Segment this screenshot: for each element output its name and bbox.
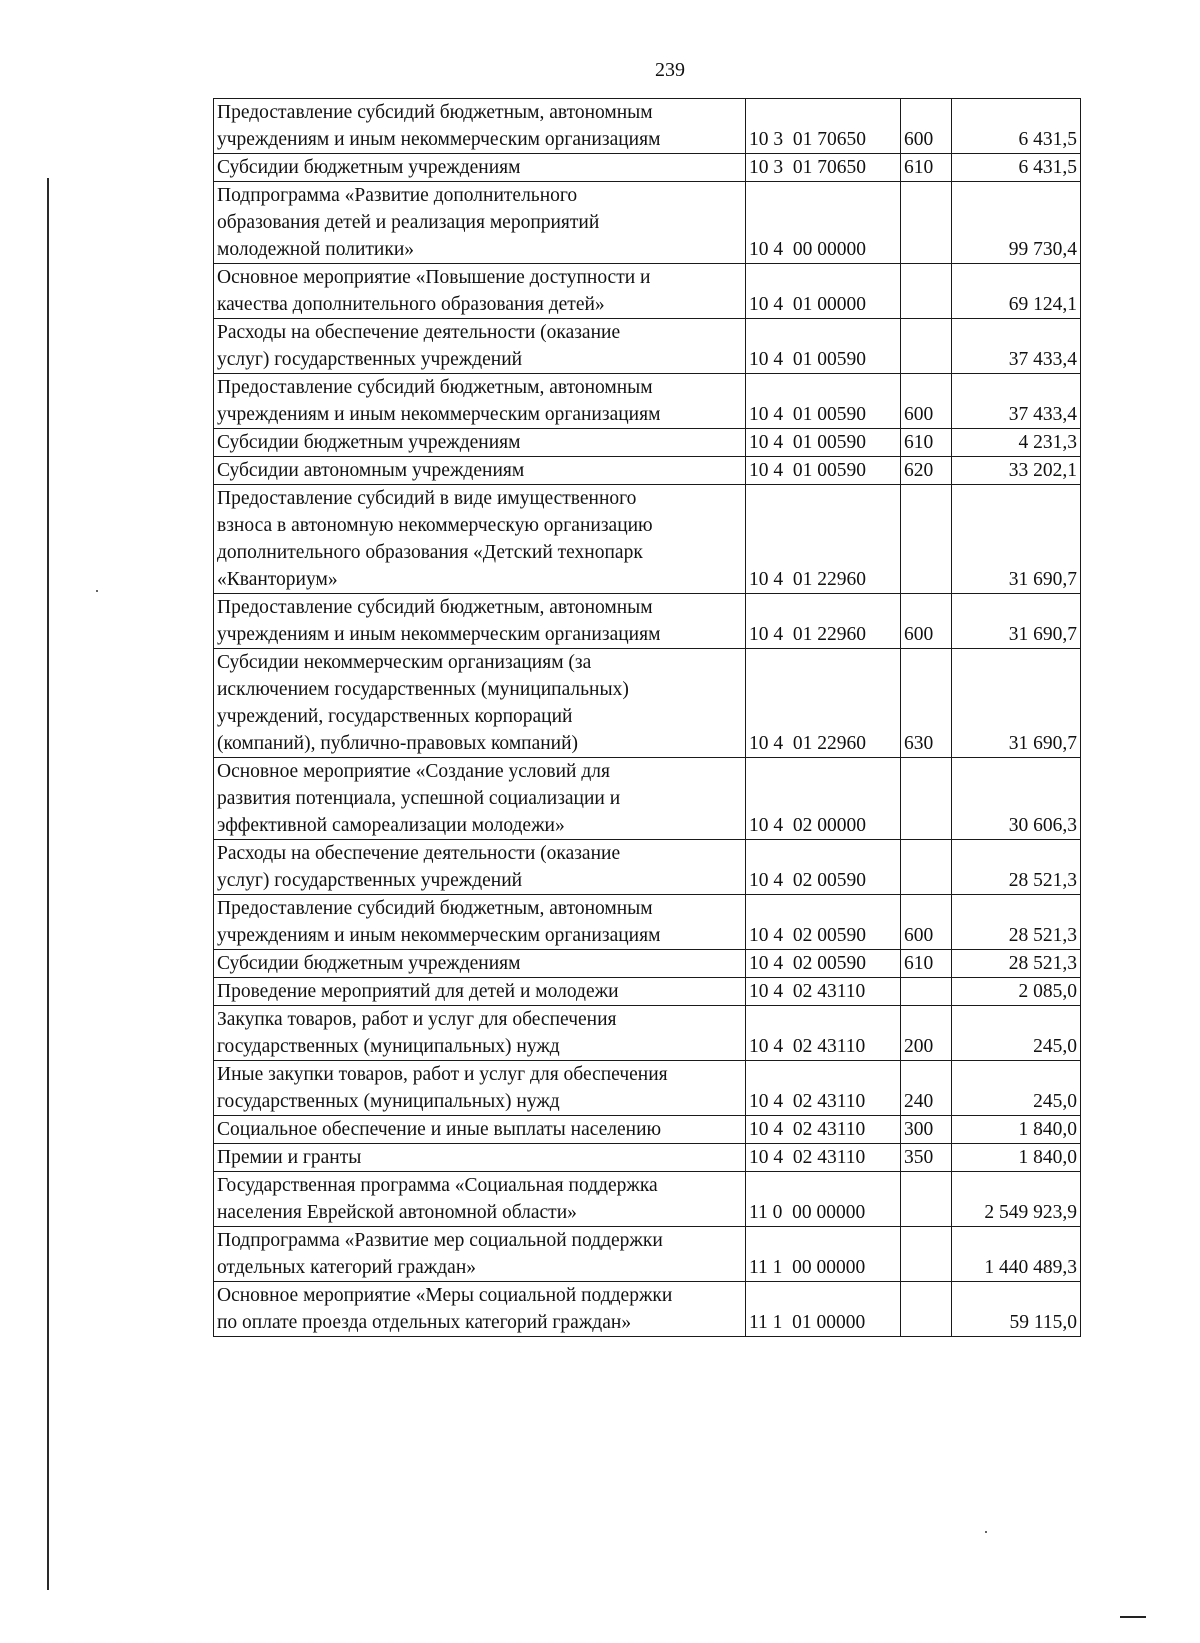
row-type-cell: 300: [901, 1116, 952, 1144]
table-row: [214, 594, 1081, 649]
table-row: [214, 1006, 1081, 1061]
table-row: [214, 319, 1081, 374]
row-code-cell: 10 4 01 00590: [746, 429, 901, 457]
row-sum-cell: 30 606,3: [952, 758, 1081, 840]
row-name-cell: Субсидии бюджетным учреждениям: [214, 950, 746, 978]
scan-speck: [96, 590, 98, 592]
row-code-cell: 10 4 02 00000: [746, 758, 901, 840]
table-row: [214, 649, 1081, 758]
row-sum-cell: 69 124,1: [952, 264, 1081, 319]
row-code-cell: 10 4 02 43110: [746, 1116, 901, 1144]
page-number: 239: [655, 59, 685, 81]
row-sum-cell: 245,0: [952, 1006, 1081, 1061]
row-name-cell: Социальное обеспечение и иные выплаты населению: [214, 1116, 746, 1144]
table-row: [214, 429, 1081, 457]
row-name-cell: Расходы на обеспечение деятельности (оказание услуг) государственных учреждений: [214, 319, 746, 374]
row-code-cell: 10 4 01 00000: [746, 264, 901, 319]
row-type-cell: [901, 1282, 952, 1337]
row-name-cell: Основное мероприятие «Повышение доступности и качества дополнительного образования детей»: [214, 264, 746, 319]
row-name-cell: Предоставление субсидий бюджетным, автономным учреждениям и иным некоммерческим организациям: [214, 895, 746, 950]
row-sum-cell: 37 433,4: [952, 319, 1081, 374]
row-type-cell: 240: [901, 1061, 952, 1116]
table-row: [214, 950, 1081, 978]
row-type-cell: 610: [901, 429, 952, 457]
row-name-cell: Субсидии бюджетным учреждениям: [214, 154, 746, 182]
table-row: [214, 1172, 1081, 1227]
row-sum-cell: 31 690,7: [952, 485, 1081, 594]
row-type-cell: [901, 319, 952, 374]
row-name-cell: Государственная программа «Социальная поддержка населения Еврейской автономной области»: [214, 1172, 746, 1227]
row-code-cell: 10 4 02 43110: [746, 978, 901, 1006]
row-type-cell: [901, 758, 952, 840]
table-row: [214, 264, 1081, 319]
budget-table: [213, 98, 1081, 1337]
row-code-cell: 10 4 02 43110: [746, 1061, 901, 1116]
row-sum-cell: 33 202,1: [952, 457, 1081, 485]
row-code-cell: 11 1 00 00000: [746, 1227, 901, 1282]
table-row: [214, 1061, 1081, 1116]
row-name-cell: Предоставление субсидий бюджетным, автономным учреждениям и иным некоммерческим организациям: [214, 99, 746, 154]
row-name-cell: Проведение мероприятий для детей и молодежи: [214, 978, 746, 1006]
row-type-cell: 620: [901, 457, 952, 485]
row-name-cell: Подпрограмма «Развитие мер социальной поддержки отдельных категорий граждан»: [214, 1227, 746, 1282]
row-type-cell: 200: [901, 1006, 952, 1061]
row-name-cell: Субсидии бюджетным учреждениям: [214, 429, 746, 457]
row-code-cell: 10 4 01 00590: [746, 457, 901, 485]
row-type-cell: [901, 485, 952, 594]
row-code-cell: 10 4 01 22960: [746, 649, 901, 758]
row-name-cell: Подпрограмма «Развитие дополнительного образования детей и реализация мероприятий молодежной политики»: [214, 182, 746, 264]
row-sum-cell: 28 521,3: [952, 950, 1081, 978]
row-name-cell: Предоставление субсидий бюджетным, автономным учреждениям и иным некоммерческим организациям: [214, 374, 746, 429]
row-type-cell: [901, 1172, 952, 1227]
table-row: [214, 978, 1081, 1006]
row-sum-cell: 31 690,7: [952, 649, 1081, 758]
row-code-cell: 11 0 00 00000: [746, 1172, 901, 1227]
row-type-cell: 600: [901, 374, 952, 429]
table-row: [214, 1282, 1081, 1337]
row-sum-cell: 4 231,3: [952, 429, 1081, 457]
table-row: [214, 1144, 1081, 1172]
row-code-cell: 10 4 02 43110: [746, 1006, 901, 1061]
scan-margin-line: [47, 178, 49, 1590]
table-row: [214, 758, 1081, 840]
scan-speck: [985, 1531, 987, 1533]
row-code-cell: 11 1 01 00000: [746, 1282, 901, 1337]
row-sum-cell: 99 730,4: [952, 182, 1081, 264]
row-sum-cell: 28 521,3: [952, 840, 1081, 895]
row-sum-cell: 1 440 489,3: [952, 1227, 1081, 1282]
row-type-cell: 630: [901, 649, 952, 758]
table-row: [214, 485, 1081, 594]
row-name-cell: Предоставление субсидий в виде имущественного взноса в автономную некоммерческую организацию дополнительного образования «Детский технопарк «Кванториум»: [214, 485, 746, 594]
row-type-cell: [901, 1227, 952, 1282]
table-row: [214, 154, 1081, 182]
row-code-cell: 10 4 01 22960: [746, 485, 901, 594]
row-type-cell: 600: [901, 99, 952, 154]
row-code-cell: 10 4 02 43110: [746, 1144, 901, 1172]
row-name-cell: Предоставление субсидий бюджетным, автономным учреждениям и иным некоммерческим организациям: [214, 594, 746, 649]
row-code-cell: 10 4 01 22960: [746, 594, 901, 649]
budget-table-body: [214, 99, 1081, 1337]
row-code-cell: 10 4 00 00000: [746, 182, 901, 264]
row-sum-cell: 37 433,4: [952, 374, 1081, 429]
row-code-cell: 10 3 01 70650: [746, 154, 901, 182]
row-code-cell: 10 4 02 00590: [746, 950, 901, 978]
row-code-cell: 10 3 01 70650: [746, 99, 901, 154]
row-name-cell: Закупка товаров, работ и услуг для обеспечения государственных (муниципальных) нужд: [214, 1006, 746, 1061]
row-type-cell: 610: [901, 154, 952, 182]
table-row: [214, 374, 1081, 429]
row-sum-cell: 1 840,0: [952, 1144, 1081, 1172]
table-row: [214, 457, 1081, 485]
row-name-cell: Субсидии автономным учреждениям: [214, 457, 746, 485]
row-name-cell: Расходы на обеспечение деятельности (оказание услуг) государственных учреждений: [214, 840, 746, 895]
row-name-cell: Премии и гранты: [214, 1144, 746, 1172]
row-name-cell: Иные закупки товаров, работ и услуг для обеспечения государственных (муниципальных) нужд: [214, 1061, 746, 1116]
table-row: [214, 840, 1081, 895]
row-sum-cell: 2 549 923,9: [952, 1172, 1081, 1227]
row-type-cell: [901, 182, 952, 264]
table-row: [214, 1116, 1081, 1144]
row-type-cell: [901, 978, 952, 1006]
row-sum-cell: 28 521,3: [952, 895, 1081, 950]
row-sum-cell: 245,0: [952, 1061, 1081, 1116]
row-type-cell: 600: [901, 594, 952, 649]
row-type-cell: [901, 264, 952, 319]
row-sum-cell: 59 115,0: [952, 1282, 1081, 1337]
row-name-cell: Субсидии некоммерческим организациям (за исключением государственных (муниципальных) учреждений, государственных корпораций (компаний), публично-правовых компаний): [214, 649, 746, 758]
row-type-cell: 600: [901, 895, 952, 950]
table-row: [214, 895, 1081, 950]
row-type-cell: [901, 840, 952, 895]
table-row: [214, 182, 1081, 264]
scan-mark: [1120, 1616, 1146, 1618]
row-code-cell: 10 4 01 00590: [746, 374, 901, 429]
row-sum-cell: 31 690,7: [952, 594, 1081, 649]
row-sum-cell: 6 431,5: [952, 154, 1081, 182]
table-row: [214, 99, 1081, 154]
row-sum-cell: 1 840,0: [952, 1116, 1081, 1144]
row-code-cell: 10 4 02 00590: [746, 895, 901, 950]
row-sum-cell: 6 431,5: [952, 99, 1081, 154]
row-type-cell: 350: [901, 1144, 952, 1172]
row-name-cell: Основное мероприятие «Меры социальной поддержки по оплате проезда отдельных категорий граждан»: [214, 1282, 746, 1337]
row-code-cell: 10 4 02 00590: [746, 840, 901, 895]
row-sum-cell: 2 085,0: [952, 978, 1081, 1006]
row-name-cell: Основное мероприятие «Создание условий для развития потенциала, успешной социализации и эффективной самореализации молодежи»: [214, 758, 746, 840]
table-row: [214, 1227, 1081, 1282]
row-type-cell: 610: [901, 950, 952, 978]
row-code-cell: 10 4 01 00590: [746, 319, 901, 374]
